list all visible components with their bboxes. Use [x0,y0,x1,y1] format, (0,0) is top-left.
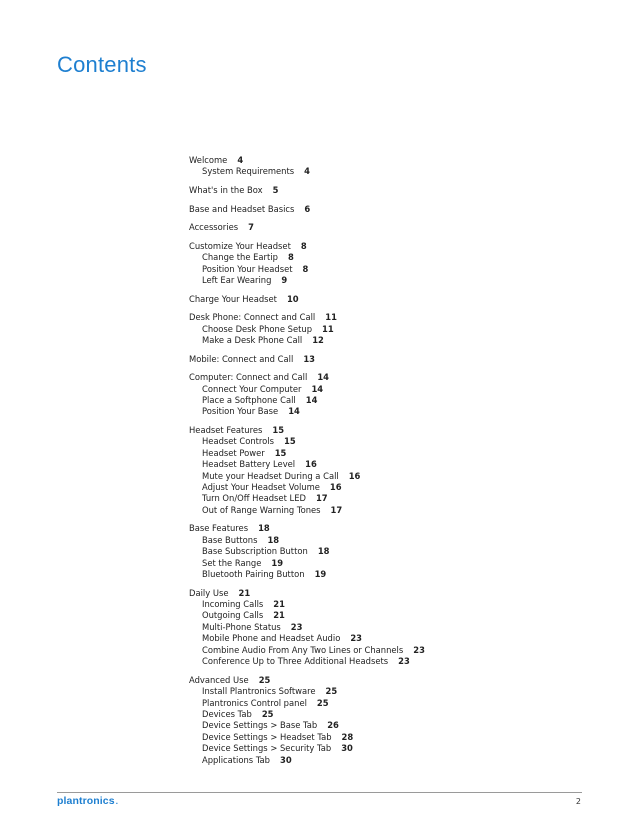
toc-entry-page: 17 [330,504,343,515]
toc-entry[interactable] [189,294,609,305]
toc-entry-page: 17 [315,493,328,504]
toc-entry-page: 4 [237,155,244,165]
toc-entry-page: 16 [348,470,361,481]
toc-entry-page: 25 [261,708,274,719]
toc-subentry[interactable] [189,686,609,697]
toc-entry-page: 5 [272,185,279,195]
toc-subentry[interactable] [189,384,609,395]
toc-entry-title: Multi-Phone Status [202,621,281,632]
toc-subentry[interactable] [189,324,609,335]
toc-section [189,185,609,196]
toc-section [189,222,609,233]
toc-entry-title: Headset Battery Level [202,459,296,470]
toc-subentry[interactable] [189,709,609,720]
toc-entry-title: Left Ear Wearing [202,275,272,285]
toc-entry-page: 8 [287,252,294,263]
toc-subentry[interactable] [189,656,609,667]
toc-entry[interactable] [189,312,609,323]
toc-entry-title: Change the Eartip [202,252,278,263]
toc-entry-title: Set the Range [202,557,262,568]
toc-subentry[interactable] [189,505,609,516]
toc-entry-page: 7 [248,222,254,233]
toc-subentry[interactable] [189,546,609,557]
toc-entry-page: 28 [341,731,354,742]
toc-entry-page: 19 [314,569,327,580]
toc-subentry[interactable] [189,732,609,743]
toc-entry[interactable] [189,675,609,686]
toc-entry-title: Devices Tab [202,708,252,719]
toc-entry-title: Combine Audio From Any Two Lines or Channels [202,644,404,655]
toc-section [189,204,609,215]
footer-divider [57,792,582,793]
toc-entry-page: 23 [290,621,303,632]
toc-entry-page: 13 [303,353,315,364]
toc-entry-title: Position Your Base [202,406,279,417]
toc-entry[interactable] [189,222,609,233]
toc-entry-title: Applications Tab [202,754,270,765]
toc-entry-title: Position Your Headset [202,263,293,274]
toc-section [189,294,609,305]
toc-entry-page: 25 [325,686,338,697]
toc-entry-title: Customize Your Headset [189,240,291,251]
toc-entry[interactable] [189,204,609,215]
toc-entry-page: 21 [273,599,285,610]
toc-entry-title: Base and Headset Basics [189,203,295,214]
toc-entry-page: 23 [350,633,362,644]
toc-entry-page: 14 [288,406,300,417]
toc-entry-title: Charge Your Headset [189,293,277,304]
toc-subentry[interactable] [189,698,609,709]
toc-entry-page: 15 [272,425,285,435]
toc-subentry[interactable] [189,406,609,417]
table-of-contents [189,155,609,773]
toc-entry-page: 14 [305,395,318,405]
toc-subentry[interactable] [189,275,609,286]
toc-entry-title: System Requirements [202,166,295,177]
toc-entry-page: 18 [267,534,280,545]
toc-entry-page: 14 [311,383,324,394]
toc-entry-page: 18 [258,523,270,534]
toc-entry-title: Make a Desk Phone Call [202,335,303,345]
toc-section [189,425,609,516]
toc-subentry[interactable] [189,535,609,546]
plantronics-logo [57,795,118,807]
toc-entry-page: 25 [258,674,271,685]
toc-subentry[interactable] [189,335,609,346]
toc-entry-title: Mobile Phone and Headset Audio [202,633,341,644]
logo-text: plantronics [57,795,115,807]
toc-entry-page: 8 [300,240,307,251]
toc-entry-title: Mobile: Connect and Call [189,353,294,364]
toc-entry-title: Accessories [189,222,239,233]
toc-entry-page: 15 [274,447,287,458]
toc-entry[interactable] [189,523,609,534]
toc-subentry[interactable] [189,493,609,504]
toc-entry-title: Device Settings > Headset Tab [202,731,332,742]
toc-entry-title: Base Features [189,523,249,534]
toc-entry-title: Daily Use [189,587,229,598]
toc-entry-page: 30 [280,754,292,765]
toc-entry-page: 25 [316,697,329,708]
toc-entry-page: 9 [281,275,288,285]
toc-entry-title: Incoming Calls [202,599,264,610]
toc-entry-page: 21 [238,587,251,598]
toc-entry-title: Headset Controls [202,436,274,447]
toc-entry[interactable] [189,425,609,436]
toc-entry-title: Advanced Use [189,674,249,685]
toc-subentry[interactable] [189,166,609,177]
toc-subentry[interactable] [189,720,609,731]
toc-section [189,155,609,178]
toc-entry-title: Adjust Your Headset Volume [202,482,320,493]
toc-subentry[interactable] [189,558,609,569]
toc-subentry[interactable] [189,569,609,580]
toc-entry-title: Plantronics Control panel [202,697,307,708]
toc-entry-page: 14 [317,372,329,383]
toc-entry[interactable] [189,372,609,383]
page-number: 2 [575,797,581,806]
toc-entry-page: 19 [271,557,284,568]
page-title: Contents [57,52,147,77]
toc-entry-title: Headset Features [189,425,263,435]
toc-subentry[interactable] [189,633,609,644]
toc-entry-title: Out of Range Warning Tones [202,504,321,515]
toc-entry-page: 18 [317,546,330,557]
toc-entry-page: 11 [322,323,334,334]
toc-section [189,372,609,418]
toc-subentry[interactable] [189,482,609,493]
toc-entry-title: Turn On/Off Headset LED [202,493,306,504]
toc-entry[interactable] [189,241,609,252]
toc-entry[interactable] [189,354,609,365]
toc-entry-page: 10 [286,293,299,304]
toc-section [189,312,609,346]
toc-subentry[interactable] [189,645,609,656]
toc-entry-title: Headset Power [202,447,265,458]
toc-entry-page: 16 [305,459,317,470]
toc-entry-title: Base Buttons [202,534,258,545]
toc-entry-page: 15 [284,436,296,447]
toc-subentry[interactable] [189,395,609,406]
toc-entry-title: Device Settings > Base Tab [202,720,318,731]
logo-dot: . [115,797,119,806]
toc-section [189,588,609,668]
toc-entry-title: Place a Softphone Call [202,395,296,405]
toc-entry-title: Base Subscription Button [202,546,308,557]
toc-subentry[interactable] [189,743,609,754]
toc-entry[interactable] [189,185,609,196]
toc-subentry[interactable] [189,471,609,482]
toc-section [189,523,609,580]
toc-entry-page: 30 [341,743,353,754]
toc-entry-page: 23 [413,644,425,655]
toc-subentry[interactable] [189,448,609,459]
toc-entry-title: Computer: Connect and Call [189,372,308,383]
toc-entry[interactable] [189,155,609,166]
toc-entry-page: 16 [329,482,342,493]
toc-subentry[interactable] [189,610,609,621]
toc-section [189,354,609,365]
toc-entry[interactable] [189,588,609,599]
toc-entry-page: 26 [327,720,339,731]
toc-subentry[interactable] [189,459,609,470]
toc-entry-title: Conference Up to Three Additional Headsets [202,656,389,667]
toc-entry-title: Device Settings > Security Tab [202,743,332,754]
toc-entry-page: 11 [325,312,337,323]
toc-entry-title: Welcome [189,155,228,165]
toc-section [189,241,609,287]
toc-subentry[interactable] [189,599,609,610]
toc-subentry[interactable] [189,622,609,633]
toc-subentry[interactable] [189,264,609,275]
toc-entry-title: Desk Phone: Connect and Call [189,312,316,323]
toc-entry-title: Bluetooth Pairing Button [202,569,305,580]
toc-entry-page: 21 [273,610,285,621]
toc-entry-title: Install Plantronics Software [202,686,316,697]
toc-entry-title: Outgoing Calls [202,610,264,621]
toc-entry-page: 4 [304,166,310,177]
toc-section [189,675,609,766]
toc-subentry[interactable] [189,252,609,263]
toc-entry-title: Mute your Headset During a Call [202,470,339,481]
toc-subentry[interactable] [189,755,609,766]
toc-entry-title: Choose Desk Phone Setup [202,323,313,334]
toc-entry-title: What's in the Box [189,185,263,195]
toc-entry-page: 8 [302,263,309,274]
toc-subentry[interactable] [189,436,609,447]
toc-entry-page: 6 [304,203,311,214]
toc-entry-title: Connect Your Computer [202,383,302,394]
toc-entry-page: 23 [398,656,410,667]
toc-entry-page: 12 [312,335,324,345]
